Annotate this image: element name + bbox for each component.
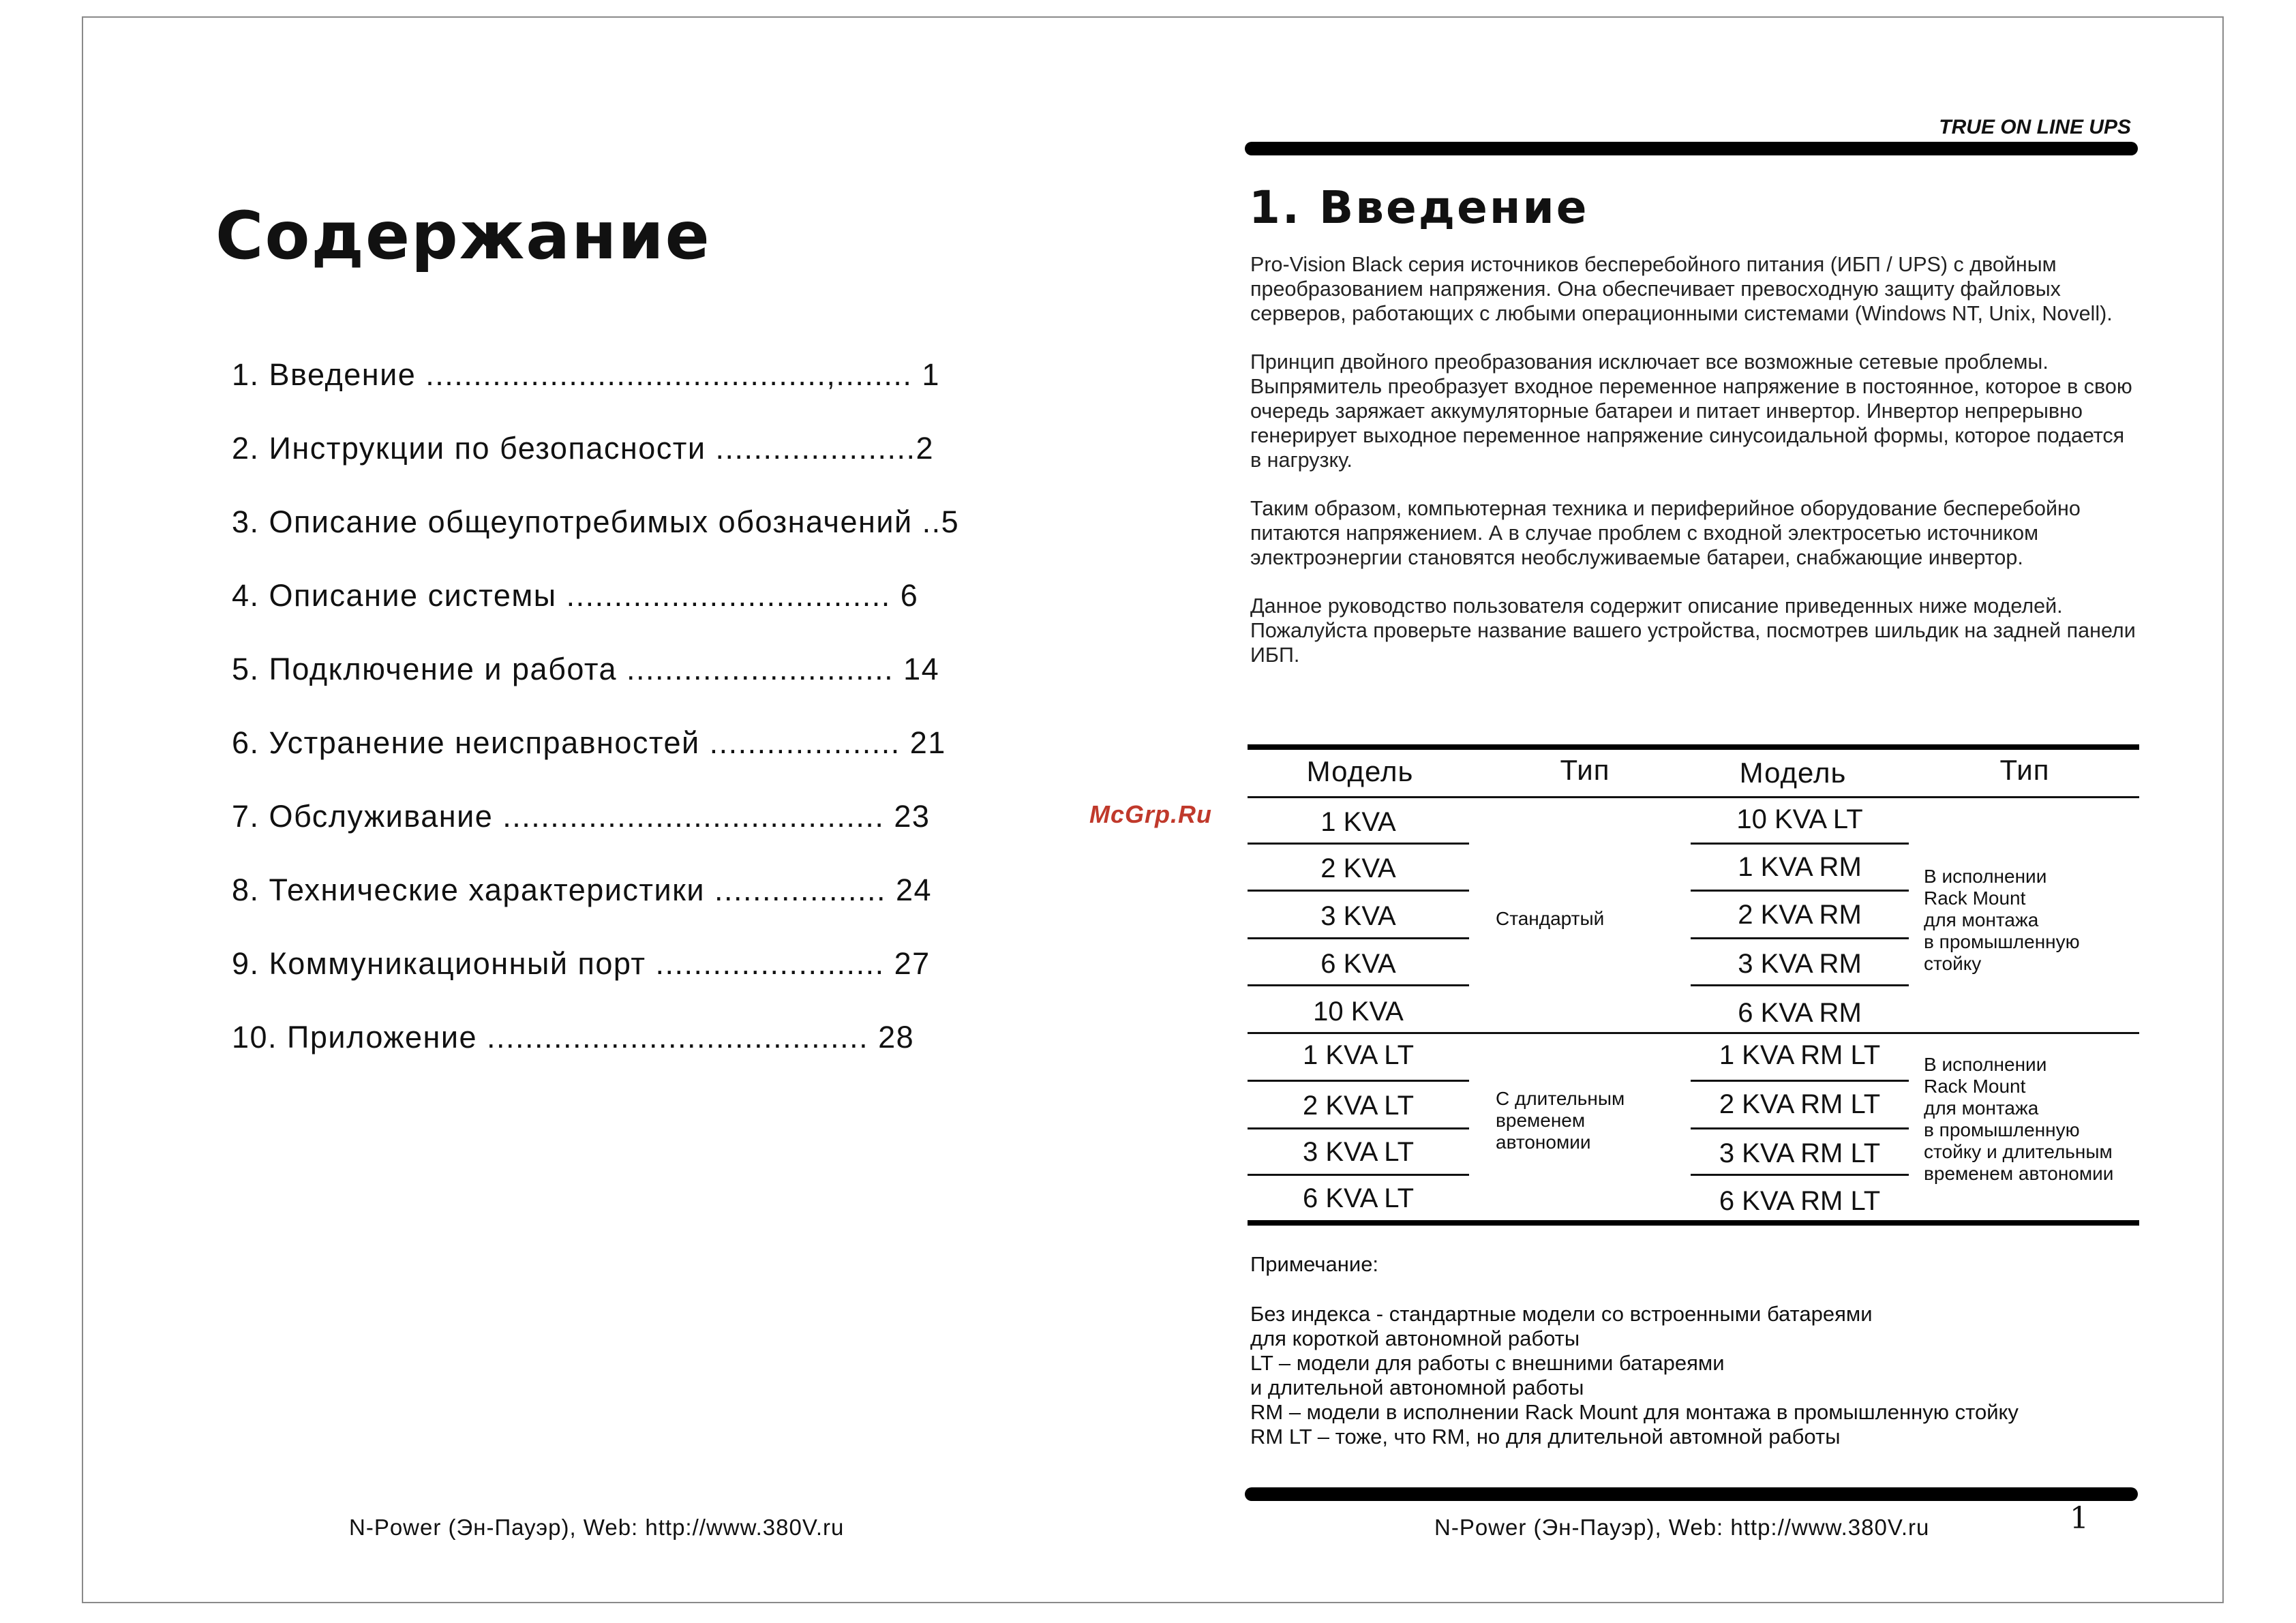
- header-label: TRUE ON LINE UPS: [1939, 116, 2131, 138]
- intro-paragraph: Таким образом, компьютерная техника и периферийное оборудование бесперебойно питаются напряжением. А в случае проблем с входной электросетью источником электроэнергии становятся необслуживаемые батареи, снабжающие инвертор.: [1250, 497, 2081, 569]
- intro-paragraph: Принцип двойного преобразования исключает все возможные сетевые проблемы. Выпрямитель преобразует входное переменное напряжение в постоянное, которое в свою очередь заряжает аккумуляторные батареи и питает инвертор. Инвертор непрерывно генерирует выходное переменное напряжение синусоидальной формы, которое подается в нагрузку.: [1250, 350, 2132, 472]
- intro-paragraph: Данное руководство пользователя содержит описание приведенных ниже моделей. Пожалуйста проверьте название вашего устройства, посмотрев шильдик на задней панели ИБП.: [1250, 594, 2136, 667]
- type-rack-long-line: временем автономии: [1924, 1163, 2114, 1184]
- toc-title: Содержание: [215, 198, 711, 274]
- model-cell: 3 KVA LT: [1302, 1137, 1415, 1167]
- model-cell: 2 KVA LT: [1302, 1091, 1415, 1121]
- note-line: Без индекса - стандартные модели со встроенными батареями: [1250, 1302, 1873, 1326]
- row-divider: [1691, 1174, 1909, 1176]
- notes: [1250, 1252, 2150, 1449]
- type-long-line: автономии: [1496, 1132, 1591, 1153]
- type-rack-long-line: стойку и длительным: [1924, 1141, 2113, 1162]
- model-cell: 3 KVA: [1320, 901, 1396, 931]
- toc-item[interactable]: 6. Устранение неисправностей .................... 21: [232, 725, 946, 760]
- header-type-2: Тип: [1999, 754, 2050, 786]
- model-cell: 10 KVA LT: [1736, 804, 1863, 834]
- model-cell: 1 KVA RM: [1738, 852, 1862, 882]
- header-model-1: Модель: [1306, 755, 1414, 787]
- row-divider: [1248, 843, 1469, 845]
- watermark: McGrp.Ru: [1089, 800, 1213, 828]
- note-line: RM LT – тоже, что RM, но для длительной автомной работы: [1250, 1425, 1841, 1448]
- toc-item[interactable]: 2. Инструкции по безопасности .....................2: [232, 431, 935, 466]
- left-footer: N-Power (Эн-Пауэр), Web: http://www.380V.ru: [349, 1515, 845, 1540]
- toc-item[interactable]: 5. Подключение и работа ............................ 14: [232, 652, 940, 686]
- model-cell: 6 KVA: [1320, 949, 1396, 979]
- toc-item[interactable]: 10. Приложение ........................................ 28: [232, 1020, 915, 1055]
- row-divider: [1691, 843, 1909, 845]
- toc-item[interactable]: 9. Коммуникационный порт ........................ 27: [232, 946, 931, 981]
- model-cell: 2 KVA RM: [1738, 900, 1862, 930]
- model-cell: 1 KVA LT: [1302, 1040, 1415, 1070]
- model-cell: 2 KVA RM LT: [1719, 1089, 1881, 1119]
- model-cell: 3 KVA RM LT: [1719, 1138, 1881, 1168]
- note-title: Примечание:: [1250, 1252, 1379, 1276]
- group-divider: [1248, 1032, 2139, 1034]
- type-rack-long-line: для монтажа: [1924, 1097, 2039, 1119]
- model-cell: 1 KVA RM LT: [1719, 1040, 1881, 1070]
- right-footer: N-Power (Эн-Пауэр), Web: http://www.380V.ru: [1434, 1515, 1930, 1540]
- note-line: для короткой автономной работы: [1250, 1326, 1580, 1350]
- table-of-contents: [232, 354, 1050, 1091]
- model-cell: 6 KVA LT: [1302, 1183, 1415, 1213]
- intro-text: [1250, 252, 2136, 691]
- type-long-line: временем: [1496, 1110, 1586, 1131]
- model-cell: 3 KVA RM: [1738, 949, 1862, 979]
- header-rule: [1245, 142, 2138, 155]
- toc-item[interactable]: 8. Технические характеристики .................. 24: [232, 873, 933, 907]
- model-cell: 6 KVA RM: [1738, 998, 1862, 1028]
- model-cell: 1 KVA: [1320, 807, 1396, 837]
- row-divider: [1691, 890, 1909, 892]
- table-bottom-rule: [1248, 1220, 2139, 1226]
- type-rack-line: в промышленную: [1924, 931, 2080, 952]
- row-divider: [1248, 1080, 1469, 1082]
- page-number: 1: [2070, 1501, 2089, 1536]
- intro-paragraph: Pro-Vision Black серия источников бесперебойного питания (ИБП / UPS) с двойным преобразованием напряжения. Она обеспечивает превосходную защиту файловых серверов, работающих с любыми операционными системами (Windows NT, Unix, Novell).: [1250, 253, 2113, 325]
- type-rack-line: В исполнении: [1924, 866, 2047, 887]
- header-model-2: Модель: [1739, 757, 1847, 789]
- bottom-rule: [1245, 1487, 2138, 1501]
- header-type-1: Тип: [1560, 754, 1610, 786]
- note-line: LT – модели для работы с внешними батареями: [1250, 1351, 1725, 1375]
- row-divider: [1248, 890, 1469, 892]
- model-cell: 6 KVA RM LT: [1719, 1186, 1881, 1216]
- type-rack-line: Rack Mount: [1924, 888, 2026, 909]
- row-divider: [1691, 1080, 1909, 1082]
- type-long-line: С длительным: [1496, 1088, 1625, 1109]
- toc-item[interactable]: 3. Описание общеупотребимых обозначений ..5: [232, 504, 960, 539]
- type-rack-long-line: в промышленную: [1924, 1119, 2080, 1140]
- header-divider: [1248, 796, 2139, 798]
- type-rack-long-line: В исполнении: [1924, 1054, 2047, 1075]
- type-rack-line: для монтажа: [1924, 909, 2039, 930]
- toc-item[interactable]: 1. Введение ..........................................,........ 1: [232, 357, 940, 392]
- type-rack-long-line: Rack Mount: [1924, 1076, 2026, 1097]
- toc-item[interactable]: 7. Обслуживание ........................................ 23: [232, 799, 931, 834]
- note-line: и длительной автономной работы: [1250, 1376, 1584, 1399]
- type-standard: Стандартый: [1496, 908, 1605, 929]
- row-divider: [1248, 1174, 1469, 1176]
- row-divider: [1691, 1127, 1909, 1129]
- row-divider: [1691, 937, 1909, 939]
- model-cell: 2 KVA: [1320, 853, 1396, 883]
- model-cell: 10 KVA: [1313, 997, 1404, 1027]
- toc-item[interactable]: 4. Описание системы .................................. 6: [232, 578, 919, 613]
- table-top-rule: [1248, 744, 2139, 750]
- row-divider: [1691, 984, 1909, 986]
- note-line: RM – модели в исполнении Rack Mount для монтажа в промышленную стойку: [1250, 1400, 2019, 1424]
- type-rack-line: стойку: [1924, 953, 1982, 974]
- row-divider: [1248, 984, 1469, 986]
- section-heading: 1. Введение: [1249, 181, 1589, 234]
- row-divider: [1248, 1127, 1469, 1129]
- row-divider: [1248, 937, 1469, 939]
